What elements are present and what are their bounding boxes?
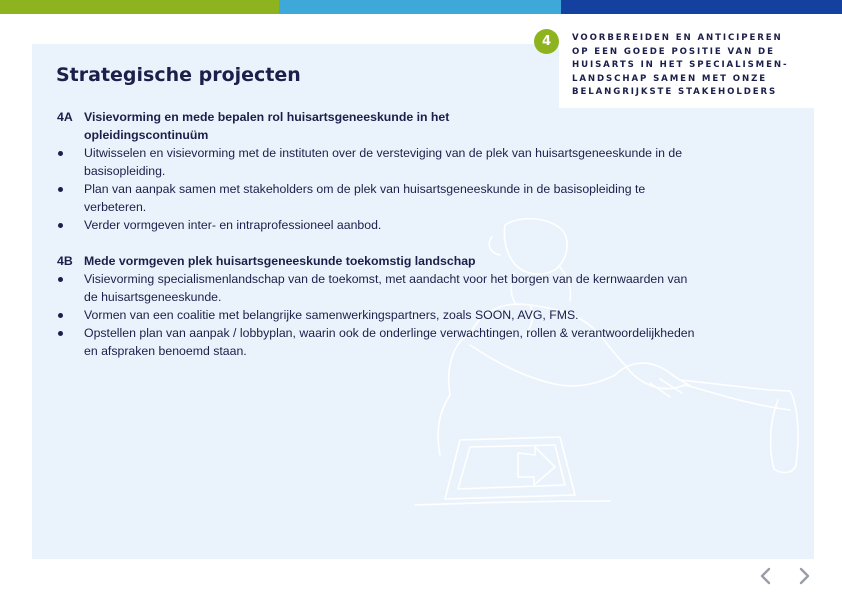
chevron-left-icon [752,562,780,590]
bullet-list [57,270,697,360]
project-section-4a [57,108,697,234]
section-heading: Mede vormgeven plek huisartsgeneeskunde toekomstig landschap [84,254,476,268]
list-item: Plan van aanpak samen met stakeholders om de plek van huisartsgeneeskunde in de basisopleiding te verbeteren. [57,180,697,216]
chapter-title-line: HUISARTS IN HET SPECIALISMEN- [572,60,789,70]
color-bar-dark-blue [561,0,842,14]
chevron-right-icon [790,562,818,590]
chapter-title-line: VOORBEREIDEN EN ANTICIPEREN [572,33,783,43]
top-color-bar [0,0,842,14]
section-heading: Visievorming en mede bepalen rol huisartsgeneeskunde in het opleidingscontinuüm [84,110,450,142]
chapter-title-line: LANDSCHAP SAMEN MET ONZE [572,73,768,84]
chapter-title-line: OP EEN GOEDE POSITIE VAN DE [572,46,775,57]
list-item: Opstellen plan van aanpak / lobbyplan, waarin ook de onderlinge verwachtingen, rollen & verantwoordelijkheden en afspraken benoemd staan. [57,324,697,360]
section-code: 4A [57,110,73,124]
project-section-4b [57,252,697,360]
chapter-number-badge: 4 [534,29,559,54]
chapter-title-line: BELANGRIJKSTE STAKEHOLDERS [572,87,778,97]
section-code: 4B [57,254,73,268]
color-bar-light-blue [279,0,561,14]
list-item: Vormen van een coalitie met belangrijke samenwerkingspartners, zoals SOON, AVG, FMS. [57,306,697,324]
chapter-title [572,32,802,100]
color-bar-green [0,0,279,14]
previous-page-button[interactable] [752,562,780,590]
bullet-list [57,144,697,234]
section-header [57,252,697,270]
page-title: Strategische projecten [56,64,301,86]
section-header [57,108,697,144]
next-page-button[interactable] [790,562,818,590]
list-item: Visievorming specialismenlandschap van de toekomst, met aandacht voor het borgen van de kernwaarden van de huisartsgeneeskunde. [57,270,697,306]
list-item: Uitwisselen en visievorming met de instituten over de versteviging van de plek van huisartsgeneeskunde in de basisopleiding. [57,144,697,180]
list-item: Verder vormgeven inter- en intraprofessioneel aanbod. [57,216,697,234]
